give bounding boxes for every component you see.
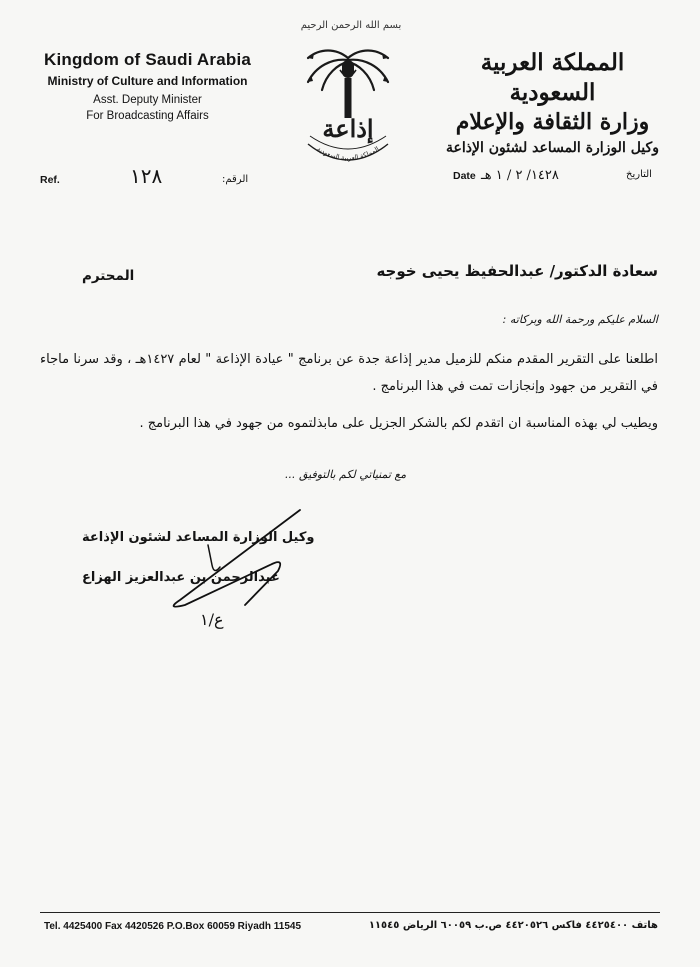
signatory-name: عبدالرحمن بن عبدالعزيز الهزاع	[82, 570, 280, 585]
date-value: ١٤٢٨/ ٢ / ١ هـ	[481, 168, 559, 183]
office-title-ar: وكيل الوزارة المساعد لشئون الإذاعة	[446, 140, 659, 156]
footer-contact-ar: هاتف ٤٤٢٥٤٠٠ فاكس ٤٤٢٠٥٢٦ ص.ب ٦٠٠٥٩ الرياض ١١٥٤٥	[368, 920, 658, 931]
footer-divider	[40, 912, 660, 913]
handwritten-signature	[150, 505, 320, 640]
signature-initial: ع/١	[200, 610, 224, 629]
logo-caption-path: المملكة العربية السعودية	[315, 144, 381, 163]
body-paragraph-2: ويطيب لي بهذه المناسبة ان اتقدم لكم بالشكر الجزيل على مابذلتموه من جهود في هذا البرنامج .	[139, 416, 658, 431]
basmala: بسم الله الرحمن الرحيم	[300, 20, 402, 31]
logo-word: إذاعة	[322, 114, 374, 143]
honorific: المحترم	[82, 268, 135, 284]
kingdom-name-ar: المملكة العربية السعودية	[480, 49, 625, 106]
reference-label-en: Ref.	[40, 174, 60, 186]
date-label-en: Date	[453, 170, 476, 182]
office-title-en: Asst. Deputy Minister	[93, 94, 202, 106]
date-label-ar: التاريخ	[626, 169, 652, 180]
closing-line: مع تمنياتي لكم بالتوفيق ...	[285, 468, 407, 481]
letterhead-english	[40, 50, 255, 122]
greeting: السلام عليكم ورحمة الله وبركاته :	[502, 313, 658, 326]
ministry-name-en: Ministry of Culture and Information	[47, 74, 248, 88]
kingdom-name-en: Kingdom of Saudi Arabia	[43, 50, 252, 69]
body-paragraph-1: اطلعنا على التقرير المقدم منكم للزميل مدير إذاعة جدة عن برنامج " عيادة الإذاعة " لعام ١٤٢٧هـ ، وقد سرنا ماجاء في التقرير من جهود وإنجازات تمت في هذا البرنامج .	[40, 352, 658, 394]
logo-caption	[315, 145, 380, 162]
letterhead-arabic	[440, 48, 665, 156]
broadcasting-palm-logo	[296, 40, 400, 170]
recipient-line: سعادة الدكتور/ عبدالحفيظ يحيى خوجه	[376, 262, 658, 280]
reference-label-ar: الرقم:	[222, 174, 249, 185]
office-subtitle-en: For Broadcasting Affairs	[86, 110, 209, 122]
ministry-name-ar: وزارة الثقافة والإعلام	[455, 109, 650, 135]
reference-number: ١٢٨	[130, 164, 163, 188]
footer-contact-en: Tel. 4425400 Fax 4420526 P.O.Box 60059 Riyadh 11545	[44, 921, 302, 932]
signatory-title: وكيل الوزارة المساعد لشئون الإذاعة	[82, 530, 315, 545]
